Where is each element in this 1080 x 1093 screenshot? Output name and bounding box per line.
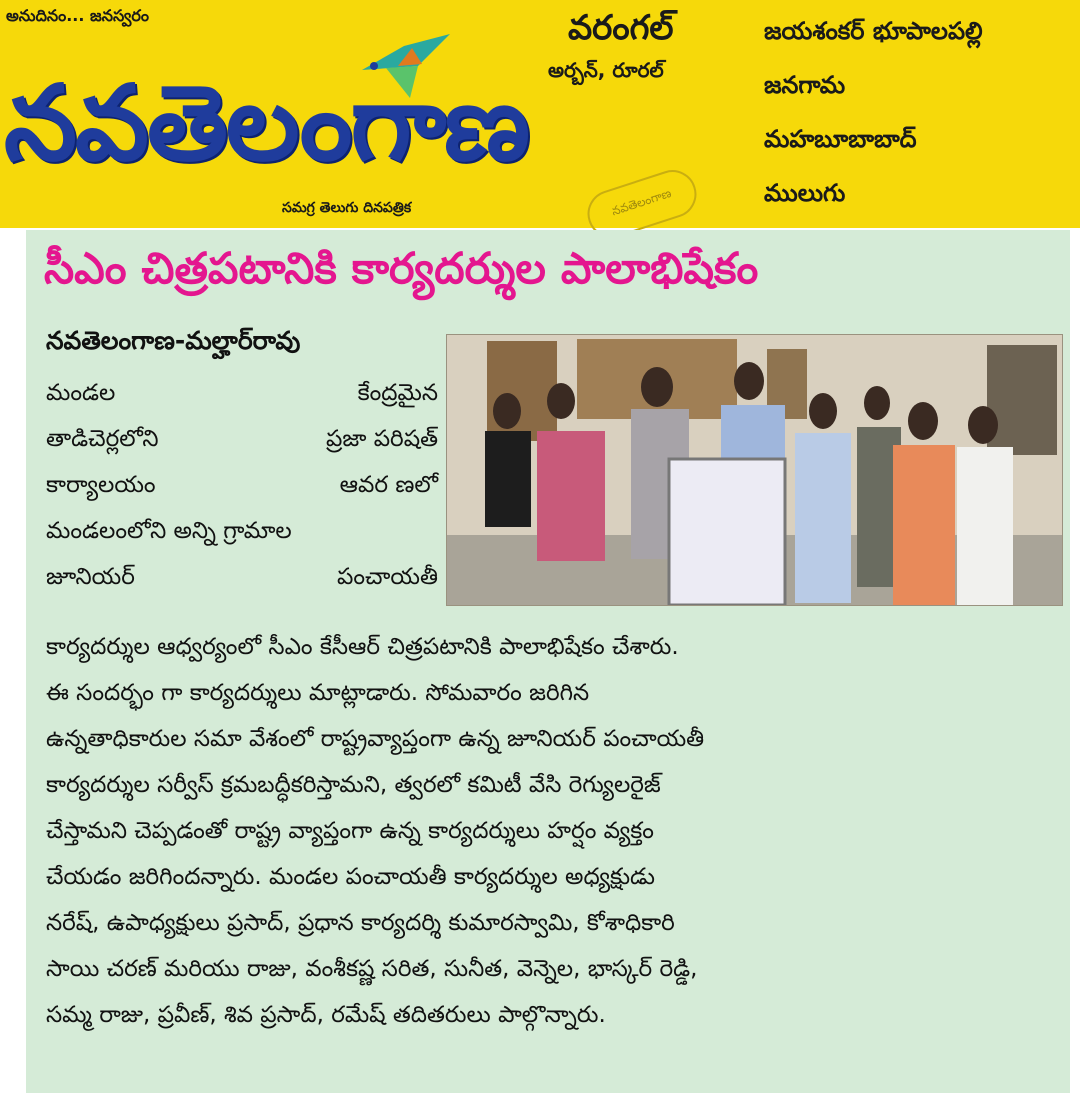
news-article	[26, 230, 1070, 1093]
newspaper-masthead	[0, 0, 1080, 228]
district-item: మహబూబాబాద్	[764, 125, 917, 153]
masthead-stamp: నవతెలంగాణ	[581, 164, 702, 244]
article-line: ఈ సందర్భం గా కార్యదర్శులు మాట్లాడారు. సోమవారం జరిగిన	[46, 680, 590, 706]
article-line: నరేష్, ఉపాధ్యక్షులు ప్రసాద్, ప్రధాన కార్యదర్శి కుమారస్వామి, కోశాధికారి	[46, 910, 675, 936]
masthead-subtagline: సమగ్ర తెలుగు దినపత్రిక	[282, 200, 412, 216]
newspaper-brand-title: నవతెలంగాణ	[4, 62, 529, 184]
article-line: జూనియర్ పంచాయతీ	[46, 564, 438, 590]
district-item: జయశంకర్ భూపాలపల్లి	[764, 17, 983, 45]
district-item: ములుగు	[764, 179, 846, 207]
article-line: మండల కేంద్రమైన	[46, 380, 438, 406]
article-headline: సీఎం చిత్రపటానికి కార్యదర్శుల పాలాభిషేకం	[44, 244, 759, 294]
article-line: తాడిచెర్లలోని ప్రజా పరిషత్	[46, 426, 438, 452]
article-line: కార్యదర్శుల ఆధ్వర్యంలో సీఎం కేసీఆర్ చిత్రపటానికి పాలాభిషేకం చేశారు.	[46, 634, 679, 660]
edition-region-sub: అర్బన్, రూరల్	[548, 58, 664, 82]
news-photo	[446, 334, 1063, 606]
district-list	[764, 8, 983, 224]
article-line: చేస్తామని చెప్పడంతో రాష్ట్ర వ్యాప్తంగా ఉన్న కార్యదర్శులు హర్షం వ్యక్తం	[46, 818, 654, 844]
article-line: మండలంలోని అన్ని గ్రామాల	[46, 518, 292, 544]
article-dateline: నవతెలంగాణ-మల్హార్‌రావు	[46, 326, 301, 355]
edition-region: వరంగల్	[568, 8, 674, 48]
district-item: జనగామ	[764, 71, 846, 99]
article-line: సాయి చరణ్ మరియు రాజు, వంశీకష్ణ సరిత, సునీత, వెన్నెల, భాస్కర్ రెడ్డి,	[46, 956, 698, 982]
article-line: చేయడం జరిగిందన్నారు. మండల పంచాయతీ కార్యదర్శుల అధ్యక్షుడు	[46, 864, 655, 890]
article-line: కార్యాలయం ఆవర ణలో	[46, 472, 438, 498]
article-line: సమ్మ రాజు, ప్రవీణ్, శివ ప్రసాద్, రమేష్ తదితరులు పాల్గొన్నారు.	[46, 1002, 606, 1028]
news-photo-icon	[447, 335, 1062, 605]
article-line: కార్యదర్శుల సర్వీస్ క్రమబద్ధీకరిస్తామని, త్వరలో కమిటీ వేసి రెగ్యులరైజ్	[46, 772, 661, 798]
masthead-tagline: అనుదినం... జనస్వరం	[6, 6, 149, 25]
article-line: ఉన్నతాధికారుల సమా వేశంలో రాష్ట్రవ్యాప్తంగా ఉన్న జూనియర్ పంచాయతీ	[46, 726, 705, 752]
